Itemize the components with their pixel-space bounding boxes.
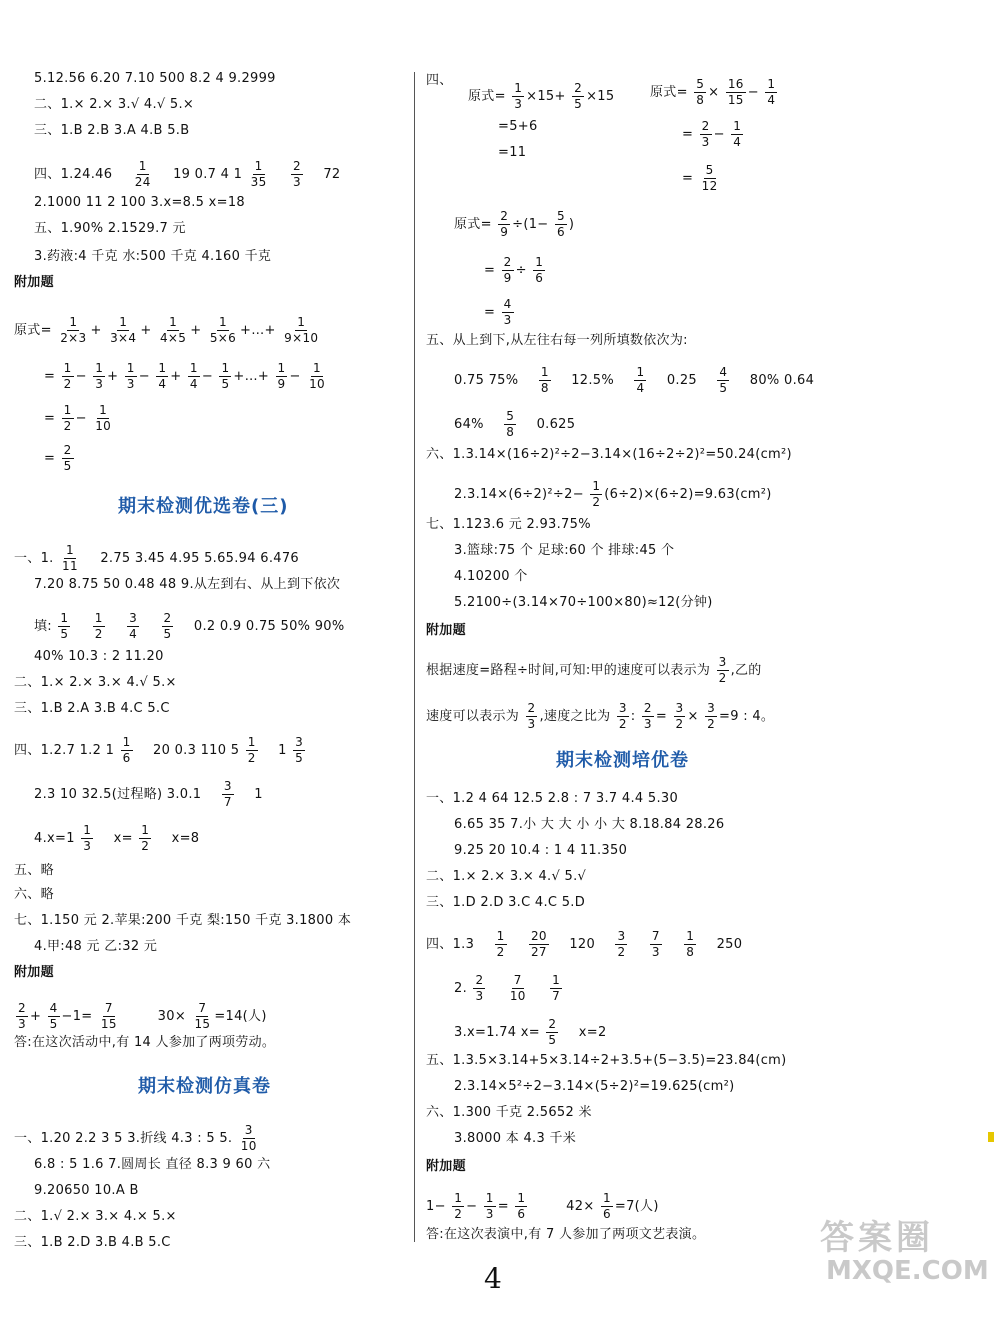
answer-line: 六、1.300 千克 2.5652 米 bbox=[426, 1105, 592, 1120]
fraction: $\frac{5}{8}$ bbox=[696, 77, 705, 107]
fraction: $\frac{1}{3\times 4}$ bbox=[110, 315, 137, 345]
answer-line: 4.x=1 $\frac{1}{3}$ x= $\frac{1}{2}$ x=8 bbox=[34, 823, 200, 853]
equation-line: 原式= $\frac{1}{3}$ ×15+ $\frac{2}{5}$ ×15 bbox=[468, 81, 615, 111]
fraction: $\frac{2}{3}$ bbox=[701, 119, 710, 149]
bonus-label: 附加题 bbox=[14, 965, 54, 980]
fraction: $\frac{4}{5}$ bbox=[719, 365, 728, 395]
fraction: $\frac{2}{9}$ bbox=[500, 209, 509, 239]
fraction: $\frac{3}{5}$ bbox=[295, 735, 304, 765]
page-number: 4 bbox=[484, 1262, 502, 1295]
equation-line: = $\frac{1}{2}$ − $\frac{1}{3}$ + $\frac{1}{3}$ − $\frac{1}{4}$ + $\frac{1}{4}$ − $\frac{1}{5}$ +…+ $\frac{1}{9}$ − $\frac{1}{10}$ bbox=[44, 361, 325, 391]
equation-line: = $\frac{1}{2}$ − $\frac{1}{10}$ bbox=[44, 403, 112, 433]
fraction: $\frac{7}{10}$ bbox=[509, 973, 526, 1003]
fraction: $\frac{1}{6}$ bbox=[602, 1191, 611, 1221]
fraction: $\frac{3}{2}$ bbox=[707, 701, 716, 731]
bonus-label: 附加题 bbox=[14, 275, 54, 290]
answer-line: 4.10200 个 bbox=[454, 569, 528, 584]
answer-line: 二、1.× 2.× 3.× 4.√ 5.√ bbox=[426, 869, 587, 884]
fraction: $\frac{1}{2\times 3}$ bbox=[60, 315, 87, 345]
fraction: $\frac{3}{2}$ bbox=[618, 701, 627, 731]
equation-line: = $\frac{2}{9}$ ÷ $\frac{1}{6}$ bbox=[484, 255, 544, 285]
fraction: $\frac{3}{10}$ bbox=[240, 1123, 257, 1153]
fraction: $\frac{1}{4}$ bbox=[636, 365, 645, 395]
answer-line: 五、从上到下,从左往右每一列所填数依次为: bbox=[426, 333, 688, 348]
answer-line: 一、1. $\frac{1}{11}$ 2.75 3.45 4.95 5.65.94 6.476 bbox=[14, 543, 299, 573]
fraction: $\frac{2}{5}$ bbox=[63, 443, 72, 473]
section-title: 期末检测培优卷 bbox=[556, 750, 689, 771]
answer-line: 6.65 35 7.小 大 大 小 小 大 8.18.84 28.26 bbox=[454, 817, 725, 832]
fraction: $\frac{1}{2}$ bbox=[247, 735, 256, 765]
answer-line: 2.3 10 32.5(过程略) 3.0.1 $\frac{3}{7}$ 1 bbox=[34, 779, 263, 809]
answer-line: 40% 10.3 : 2 11.20 bbox=[34, 649, 164, 664]
fraction: $\frac{7}{3}$ bbox=[651, 929, 660, 959]
yellow-mark bbox=[988, 1132, 994, 1142]
fraction: $\frac{3}{7}$ bbox=[223, 779, 232, 809]
fraction: $\frac{16}{15}$ bbox=[727, 77, 744, 107]
answer-line: 一、1.20 2.2 3 5 3.折线 4.3 : 5 5. $\frac{3}{10}$ bbox=[14, 1123, 257, 1153]
section-title: 期末检测仿真卷 bbox=[138, 1076, 271, 1097]
fraction: $\frac{2}{3}$ bbox=[527, 701, 536, 731]
equation-line: 原式= $\frac{2}{9}$ ÷(1− $\frac{5}{6}$ ) bbox=[454, 209, 575, 239]
equation-line: 原式= $\frac{1}{2\times 3}$ + $\frac{1}{3\times 4}$ + $\frac{1}{4\times 5}$ + $\frac{1}{5\times 6}$ +…+ $\frac{1}{9\times 10}$ bbox=[14, 315, 319, 345]
fraction: $\frac{1}{4}$ bbox=[733, 119, 742, 149]
fraction: $\frac{1}{2}$ bbox=[94, 611, 103, 641]
column-divider bbox=[414, 72, 415, 1242]
fraction: $\frac{2}{5}$ bbox=[548, 1017, 557, 1047]
answer-line: 一、1.2 4 64 12.5 2.8 : 7 3.7 4.4 5.30 bbox=[426, 791, 679, 806]
fraction: $\frac{1}{3}$ bbox=[126, 361, 135, 391]
equation-line: $\frac{2}{3}$ + $\frac{4}{5}$ −1= $\frac{7}{15}$ 30× $\frac{7}{15}$ =14(人) bbox=[18, 1001, 267, 1031]
fraction: $\frac{1}{9\times 10}$ bbox=[284, 315, 319, 345]
answer-line: 速度可以表示为 $\frac{2}{3}$ ,速度之比为 $\frac{3}{2}$ : $\frac{2}{3}$ = $\frac{3}{2}$ × $\frac{3}{2}$ =9 : 4。 bbox=[426, 701, 775, 731]
fraction: $\frac{2}{3}$ bbox=[643, 701, 652, 731]
fraction: $\frac{5}{12}$ bbox=[701, 163, 718, 193]
fraction: $\frac{1}{4}$ bbox=[189, 361, 198, 391]
fraction: $\frac{2}{3}$ bbox=[18, 1001, 26, 1031]
answer-line: 三、1.D 2.D 3.C 4.C 5.D bbox=[426, 895, 586, 910]
equation-line: = $\frac{5}{12}$ bbox=[682, 163, 718, 193]
fraction: $\frac{2}{5}$ bbox=[574, 81, 583, 111]
answer-line: 三、1.B 2.D 3.B 4.B 5.C bbox=[14, 1235, 171, 1250]
fraction: $\frac{4}{5}$ bbox=[49, 1001, 58, 1031]
fraction: $\frac{1}{5\times 6}$ bbox=[209, 315, 237, 345]
answer-line: 3.8000 本 4.3 千米 bbox=[454, 1131, 577, 1146]
watermark-url: MXQE.COM bbox=[826, 1256, 989, 1286]
answer-line: 根据速度=路程÷时间,可知:甲的速度可以表示为 $\frac{3}{2}$ ,乙的 bbox=[426, 655, 762, 685]
fraction: $\frac{1}{35}$ bbox=[250, 159, 267, 189]
answer-line: 6.8 : 5 1.6 7.圆周长 直径 8.3 9 60 六 bbox=[34, 1157, 271, 1172]
answer-line: 2.1000 11 2 100 3.x=8.5 x=18 bbox=[34, 195, 245, 210]
answer-line: 5.2100÷(3.14×70÷100×80)≈12(分钟) bbox=[454, 595, 713, 610]
answer-line: 3.药液:4 千克 水:500 千克 4.160 千克 bbox=[34, 249, 272, 264]
fraction: $\frac{1}{7}$ bbox=[552, 973, 561, 1003]
answer-line: 三、1.B 2.A 3.B 4.C 5.C bbox=[14, 701, 170, 716]
fraction: $\frac{1}{8}$ bbox=[540, 365, 549, 395]
answer-line: 3.篮球:75 个 足球:60 个 排球:45 个 bbox=[454, 543, 675, 558]
equation-line: 原式= $\frac{5}{8}$ × $\frac{16}{15}$ − $\frac{1}{4}$ bbox=[650, 77, 776, 107]
fraction: $\frac{1}{24}$ bbox=[134, 159, 151, 189]
bonus-label: 附加题 bbox=[426, 623, 466, 638]
answer-line: 7.20 8.75 50 0.48 48 9.从左到右、从上到下依次 bbox=[34, 577, 341, 592]
fraction: $\frac{1}{4}$ bbox=[767, 77, 776, 107]
answer-line: 9.20650 10.A B bbox=[34, 1183, 139, 1198]
fraction: $\frac{1}{5}$ bbox=[60, 611, 69, 641]
watermark-logo bbox=[820, 1210, 989, 1286]
fraction: $\frac{1}{2}$ bbox=[63, 361, 72, 391]
fraction: $\frac{3}{4}$ bbox=[129, 611, 138, 641]
fraction: $\frac{20}{27}$ bbox=[531, 929, 547, 959]
fraction: $\frac{1}{2}$ bbox=[496, 929, 505, 959]
fraction: $\frac{1}{3}$ bbox=[83, 823, 92, 853]
fraction: $\frac{1}{4\times 5}$ bbox=[159, 315, 187, 345]
fraction: $\frac{3}{2}$ bbox=[675, 701, 684, 731]
fraction: $\frac{1}{9}$ bbox=[277, 361, 286, 391]
fraction: $\frac{1}{3}$ bbox=[95, 361, 104, 391]
fraction: $\frac{1}{6}$ bbox=[535, 255, 544, 285]
fraction: $\frac{1}{10}$ bbox=[309, 361, 325, 391]
answer-line: 五、1.3.5×3.14+5×3.14÷2+3.5+(5−3.5)=23.84(cm) bbox=[426, 1053, 787, 1068]
watermark-title: 答案圈 bbox=[820, 1218, 934, 1258]
answer-line: 二、1.× 2.× 3.× 4.√ 5.× bbox=[14, 675, 177, 690]
answer-line: 五、1.90% 2.1529.7 元 bbox=[34, 221, 186, 236]
fraction: $\frac{1}{3}$ bbox=[485, 1191, 494, 1221]
answer-line: 64% $\frac{5}{8}$ 0.625 bbox=[454, 409, 576, 439]
fraction: $\frac{1}{5}$ bbox=[221, 361, 230, 391]
answer-line: 二、1.× 2.× 3.√ 4.√ 5.× bbox=[34, 97, 195, 112]
fraction: $\frac{3}{2}$ bbox=[617, 929, 626, 959]
fraction: $\frac{1}{2}$ bbox=[63, 403, 72, 433]
fraction: $\frac{1}{8}$ bbox=[686, 929, 695, 959]
fraction: $\frac{4}{3}$ bbox=[503, 297, 512, 327]
answer-line: 9.25 20 10.4 : 1 4 11.350 bbox=[454, 843, 628, 858]
answer-line: 四、1.3 $\frac{1}{2}$ $\frac{20}{27}$ 120 $\frac{3}{2}$ $\frac{7}{3}$ $\frac{1}{8}$ 250 bbox=[426, 929, 743, 959]
fraction: $\frac{1}{6}$ bbox=[517, 1191, 526, 1221]
equation-line: 1− $\frac{1}{2}$ − $\frac{1}{3}$ = $\frac{1}{6}$ 42× $\frac{1}{6}$ =7(人) bbox=[426, 1191, 659, 1221]
fraction: $\frac{1}{2}$ bbox=[592, 479, 601, 509]
answer-line: 2. $\frac{2}{3}$ $\frac{7}{10}$ $\frac{1}{7}$ bbox=[454, 973, 561, 1003]
answer-line: 4.甲:48 元 乙:32 元 bbox=[34, 939, 158, 954]
answer-line: 三、1.B 2.B 3.A 4.B 5.B bbox=[34, 123, 190, 138]
answer-line: 0.75 75% $\frac{1}{8}$ 12.5% $\frac{1}{4}$ 0.25 $\frac{4}{5}$ 80% 0.64 bbox=[454, 365, 815, 395]
answer-line: 答:在这次表演中,有 7 人参加了两项文艺表演。 bbox=[426, 1227, 706, 1242]
fraction: $\frac{1}{4}$ bbox=[158, 361, 167, 391]
answer-line: 六、略 bbox=[14, 887, 54, 902]
fraction: $\frac{2}{5}$ bbox=[163, 611, 172, 641]
fraction: $\frac{1}{10}$ bbox=[95, 403, 112, 433]
answer-line: 四、1.2.7 1.2 1 $\frac{1}{6}$ 20 0.3 110 5 $\frac{1}{2}$ 1 $\frac{3}{5}$ bbox=[14, 735, 304, 765]
answer-line: 六、1.3.14×(16÷2)²÷2−3.14×(16÷2÷2)²=50.24(cm²) bbox=[426, 447, 792, 462]
fraction: $\frac{7}{15}$ bbox=[194, 1001, 211, 1031]
equation-line: =11 bbox=[498, 145, 527, 160]
equation-line: = $\frac{4}{3}$ bbox=[484, 297, 512, 327]
answer-line: 二、1.√ 2.× 3.× 4.× 5.× bbox=[14, 1209, 177, 1224]
answer-line: 四、1.24.46 $\frac{1}{24}$ 19 0.7 4 1 $\frac{1}{35}$ $\frac{2}{3}$ 72 bbox=[34, 159, 341, 189]
answer-line: 七、1.150 元 2.苹果:200 千克 梨:150 千克 3.1800 本 bbox=[14, 913, 352, 928]
equation-line: =5+6 bbox=[498, 119, 538, 134]
fraction: $\frac{2}{3}$ bbox=[475, 973, 484, 1003]
equation-line: = $\frac{2}{3}$ − $\frac{1}{4}$ bbox=[682, 119, 742, 149]
answer-line: 2.3.14×(6÷2)²÷2− $\frac{1}{2}$ (6÷2)×(6÷2)=9.63(cm²) bbox=[454, 479, 772, 509]
answer-line: 答:在这次活动中,有 14 人参加了两项劳动。 bbox=[14, 1035, 276, 1050]
fraction: $\frac{1}{6}$ bbox=[122, 735, 131, 765]
fraction: $\frac{1}{2}$ bbox=[141, 823, 150, 853]
fraction: $\frac{2}{9}$ bbox=[503, 255, 512, 285]
fraction: $\frac{1}{11}$ bbox=[62, 543, 78, 573]
answer-line: 五、略 bbox=[14, 863, 54, 878]
section-title: 期末检测优选卷(三) bbox=[118, 496, 289, 517]
fraction: $\frac{3}{2}$ bbox=[718, 655, 727, 685]
fraction: $\frac{2}{3}$ bbox=[292, 159, 301, 189]
fraction: $\frac{5}{6}$ bbox=[556, 209, 565, 239]
answer-line: 5.12.56 6.20 7.10 500 8.2 4 9.2999 bbox=[34, 71, 276, 86]
answer-line: 七、1.123.6 元 2.93.75% bbox=[426, 517, 591, 532]
fraction: $\frac{5}{8}$ bbox=[506, 409, 515, 439]
answer-line: 2.3.14×5²÷2−3.14×(5÷2)²=19.625(cm²) bbox=[454, 1079, 735, 1094]
equation-line: = $\frac{2}{5}$ bbox=[44, 443, 72, 473]
fraction: $\frac{1}{2}$ bbox=[454, 1191, 463, 1221]
section-label: 四、 bbox=[426, 73, 453, 88]
fraction: $\frac{1}{3}$ bbox=[514, 81, 523, 111]
bonus-label: 附加题 bbox=[426, 1159, 466, 1174]
fraction: $\frac{7}{15}$ bbox=[100, 1001, 117, 1031]
answer-line: 填: $\frac{1}{5}$ $\frac{1}{2}$ $\frac{3}{4}$ $\frac{2}{5}$ 0.2 0.9 0.75 50% 90% bbox=[34, 611, 345, 641]
answer-line: 3.x=1.74 x= $\frac{2}{5}$ x=2 bbox=[454, 1017, 607, 1047]
